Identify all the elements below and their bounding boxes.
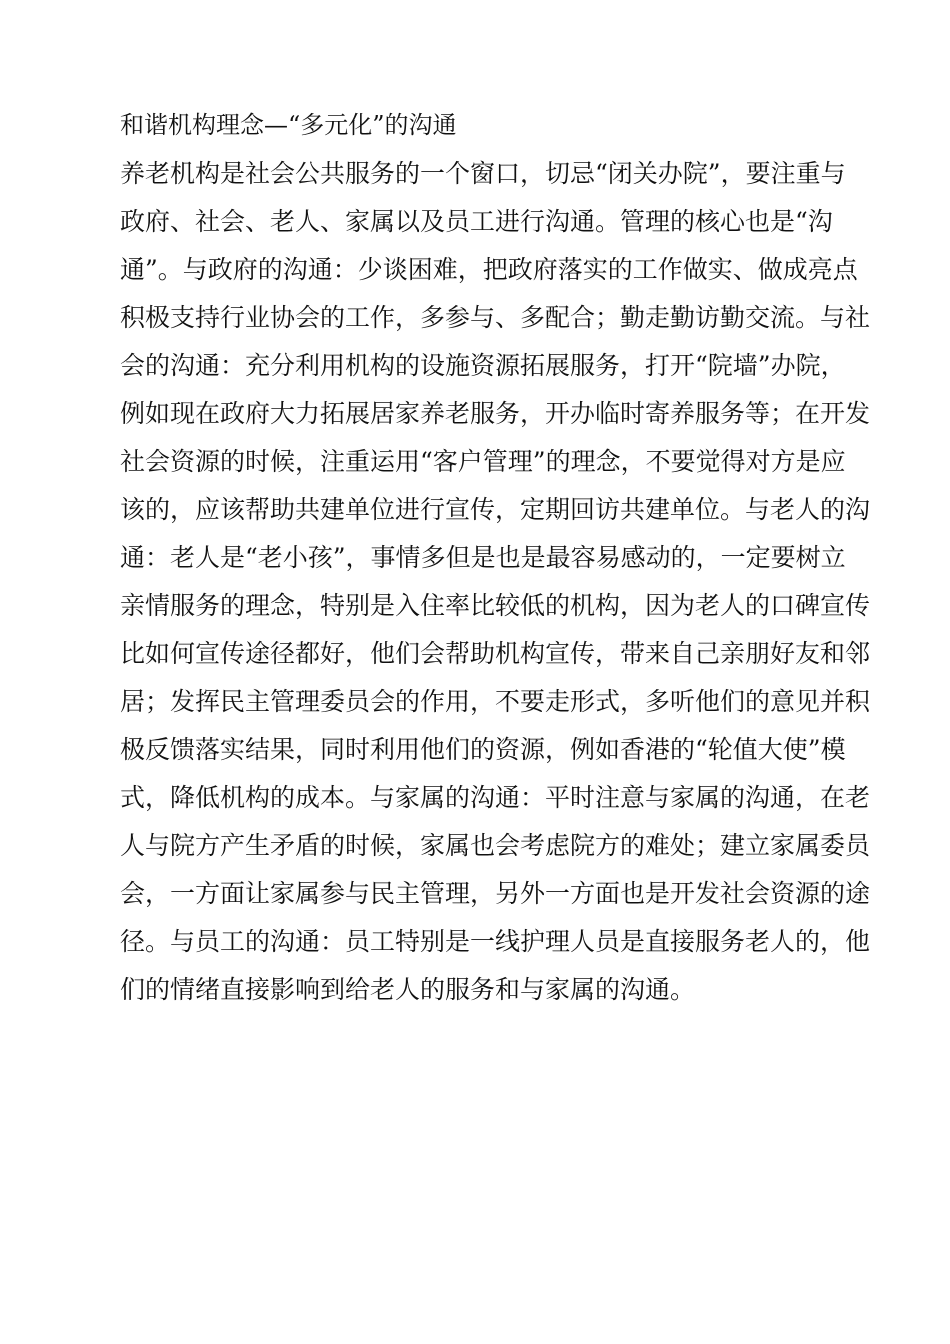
document-title: 和谐机构理念—“多元化”的沟通: [120, 111, 457, 139]
body-line: 通：老人是“老小孩”，事情多但是也是最容易感动的，一定要树立: [120, 543, 846, 572]
body-line: 居；发挥民主管理委员会的作用，不要走形式，多听他们的意见并积: [120, 687, 871, 716]
document-body: [120, 150, 871, 1014]
body-line: 政府、社会、老人、家属以及员工进行沟通。管理的核心也是“沟: [120, 207, 833, 236]
body-line: 比如何宣传途径都好，他们会帮助机构宣传，带来自己亲朋好友和邻: [120, 639, 871, 668]
body-line: 积极支持行业协会的工作，多参与、多配合；勤走勤访勤交流。与社: [120, 303, 871, 332]
body-line: 人与院方产生矛盾的时候，家属也会考虑院方的难处；建立家属委员: [120, 831, 871, 860]
body-line: 径。与员工的沟通：员工特别是一线护理人员是直接服务老人的，他: [120, 927, 871, 956]
body-line: 式，降低机构的成本。与家属的沟通：平时注意与家属的沟通，在老: [120, 783, 871, 812]
body-line: 例如现在政府大力拓展居家养老服务，开办临时寄养服务等；在开发: [120, 399, 871, 428]
body-line: 通”。与政府的沟通：少谈困难，把政府落实的工作做实、做成亮点: [120, 255, 858, 284]
body-line: 养老机构是社会公共服务的一个窗口，切忌“闭关办院”，要注重与: [120, 159, 846, 188]
body-line: 社会资源的时候，注重运用“客户管理”的理念，不要觉得对方是应: [120, 447, 846, 476]
body-line: 会的沟通：充分利用机构的设施资源拓展服务，打开“院墙”办院，: [120, 351, 846, 380]
body-line: 会，一方面让家属参与民主管理，另外一方面也是开发社会资源的途: [120, 879, 871, 908]
body-line: 们的情绪直接影响到给老人的服务和与家属的沟通。: [120, 975, 696, 1004]
body-line: 该的，应该帮助共建单位进行宣传，定期回访共建单位。与老人的沟: [120, 495, 871, 524]
body-line: 亲情服务的理念，特别是入住率比较低的机构，因为老人的口碑宣传: [120, 591, 871, 620]
body-line: 极反馈落实结果，同时利用他们的资源，例如香港的“轮值大使”模: [120, 735, 846, 764]
